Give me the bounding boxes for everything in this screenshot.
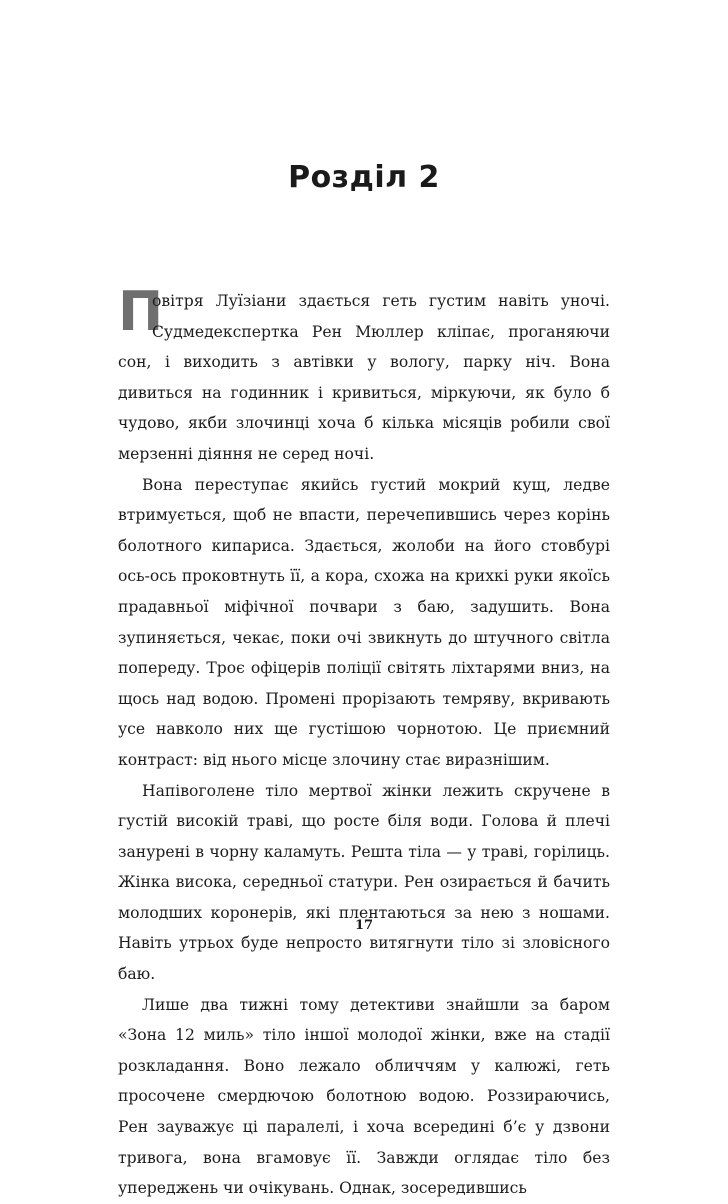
paragraph-1 — [118, 280, 610, 470]
paragraph-1-text: овітря Луїзіани здається геть густим навіть уночі. Судмедекспертка Рен Мюллер кліпає, проганяючи сон, і виходить з автівки у вологу, парку ніч. Вона дивиться на годинник і кривиться, міркуючи, як було б чудово, якби злочинці хоча б кілька місяців робили свої мерзенні діяння не серед ночі. — [118, 292, 610, 463]
drop-cap: П — [118, 280, 164, 343]
chapter-body — [118, 280, 610, 1204]
paragraph-2: Вона переступає якийсь густий мокрий кущ, ледве втримується, щоб не впасти, перечепившись через корінь болотного кипариса. Здається, жолоби на його стовбурі ось-ось проковтнуть її, а кора, схожа на крихкі руки якоїсь прадавньої міфічної почвари з баю, задушить. Вона зупиняється, чекає, поки очі звикнуть до штучного світла попереду. Троє офіцерів поліції світять ліхтарями вниз, на щось над водою. Промені прорізають темряву, вкривають усе навколо них ще густішою чорнотою. Це приємний контраст: від нього місце злочину стає виразнішим. — [118, 475, 610, 769]
chapter-title: Розділ 2 — [288, 160, 440, 195]
paragraph-4: Лише два тижні тому детективи знайшли за баром «Зона 12 миль» тіло іншої молодої жінки, вже на стадії розкладання. Воно лежало обличчям у калюжі, геть просочене смердючою болотною водою. Роззираючись, Рен зауважує ці паралелі, і хоча всередині б’є у дзвони тривога, вона вгамовує її. Завжди оглядає тіло без упереджень чи очікувань. Однак, зосередившись — [118, 995, 610, 1198]
page-number: 17 — [354, 918, 374, 933]
paragraph-3: Напівоголене тіло мертвої жінки лежить скручене в густій високій траві, що росте біля води. Голова й плечі занурені в чорну каламуть. Решта тіла — у траві, горілиць. Жінка висока, середньої статури. Рен озирається й бачить молодших коронерів, які плентаються за нею з ношами. Навіть утрьох буде непросто витягнути тіло зі зловісного баю. — [118, 781, 610, 984]
